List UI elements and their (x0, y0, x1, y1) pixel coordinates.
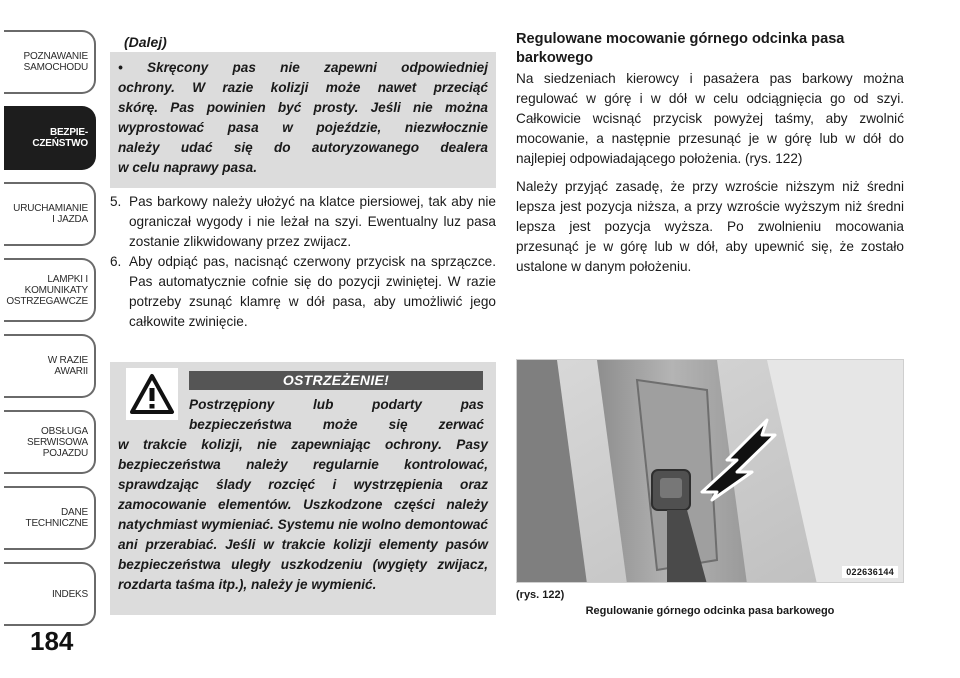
tab-poznawanie-samochodu[interactable]: POZNAWANIE SAMOCHODU (4, 30, 96, 94)
steps-list (110, 192, 496, 332)
note-line: należy udać się do autoryzowanego dealera (118, 140, 488, 155)
note-line: skórę. Pas powinien być prosty. Jeśli nie można (118, 100, 488, 115)
paragraph-adjust: Na siedzeniach kierowcy i pasażera pas barkowy można regulować w górę i w dół w celu odciągnięcia go od szyi. Całkowicie wcisnąć przycisk powyżej taśmy, aby zwolnić mocowanie, a następnie przesunąć je w górę lub w dół do najlepiej odpowiadającego położenia. (rys. 122) (516, 71, 904, 166)
step-item (110, 192, 496, 252)
note-line: • Skręcony pas nie zapewni odpowiedniej (118, 60, 488, 75)
step-item (110, 252, 496, 332)
page-number: 184 (30, 626, 74, 656)
continued-label: (Dalej) (124, 34, 167, 50)
warning-box (110, 362, 496, 615)
warning-rest-text (118, 435, 488, 595)
step-text: Aby odpiąć pas, nacisnąć czerwony przycisk na sprzączce. Pas automatycznie cofnie się do pozycji zwiniętej. W razie potrzeby zsunąć klamrę w dół pasa, aby umożliwić jego całkowite zwinięcie. (129, 254, 496, 329)
tab-bezpieczenstwo[interactable]: BEZPIE- CZEŃSTWO (4, 106, 96, 170)
tab-uruchamianie-i-jazda[interactable]: URUCHAMIANIE I JAZDA (4, 182, 96, 246)
warning-title: OSTRZEŻENIE! (189, 371, 483, 390)
step-number: 6. (110, 254, 122, 269)
tab-dane-techniczne[interactable]: DANE TECHNICZNE (4, 486, 96, 550)
warning-rest-paragraph: w trakcie kolizji, nie zapewniając ochrony. Pasy bezpieczeństwa należy regularnie kontrolować, sprawdzając ślady rozcięć i wystrzępienia oraz zamocowanie elementów. Uszkodzone części należy natychmiast wymieniać. Systemu nie wolno demontować ani przerabiać. Jeśli w trakcie kolizji elementy pasów bezpieczeństwa uległy uszkodzeniu (wygięty zwijacz, rozdarta taśma itp.), należy je wymienić. (118, 437, 488, 592)
figure-number: (rys. 122) (516, 589, 565, 601)
tab-indeks[interactable]: INDEKS (4, 562, 96, 626)
figure-code: 022636144 (842, 566, 898, 578)
paragraph-rule: Należy przyjąć zasadę, że przy wzroście niższym niż średni lepsza jest pozycja niższa, a przy wzroście wyższym niż średni lepsza jest pozycja wyższa. Po zwolnieniu mocowania przesunąć je w górę lub w dół, aby upewnić się, że zostało ustalone w danym położeniu. (516, 179, 904, 274)
figure-122 (516, 359, 904, 583)
step-number: 5. (110, 194, 122, 209)
section-heading-line2: barkowego (516, 50, 594, 66)
figure-caption: Regulowanie górnego odcinka pasa barkowego (585, 605, 835, 617)
tab-obsluga-serwisowa[interactable]: OBSŁUGA SERWISOWA POJAZDU (4, 410, 96, 474)
note-line: ochrony. W razie kolizji może nawet przeciąć (118, 80, 488, 95)
right-column (516, 30, 904, 285)
seatbelt-anchor-illustration (517, 360, 904, 583)
warning-triangle-icon (126, 368, 178, 420)
note-line: w celu naprawy pasa. (118, 160, 258, 175)
section-heading-line1: Regulowane mocowanie górnego odcinka pasa (516, 31, 845, 47)
note-box (110, 52, 496, 188)
tab-w-razie-awarii[interactable]: W RAZIE AWARII (4, 334, 96, 398)
section-heading (516, 30, 904, 68)
tab-lampki-i-komunikaty[interactable]: LAMPKI I KOMUNIKATY OSTRZEGAWCZE (4, 258, 96, 322)
note-line: wyprostować pasa w pojeździe, niezwłocznie (118, 120, 488, 135)
warning-first-paragraph: Postrzępiony lub podarty pas bezpieczeństwa może się zerwać (189, 397, 484, 432)
step-text: Pas barkowy należy ułożyć na klatce piersiowej, tak aby nie ograniczał wygody i nie leżał na szyi. Ewentualny luz pasa zostanie zlikwidowany przez zwijacz. (129, 194, 496, 249)
warning-first-text (189, 395, 484, 435)
